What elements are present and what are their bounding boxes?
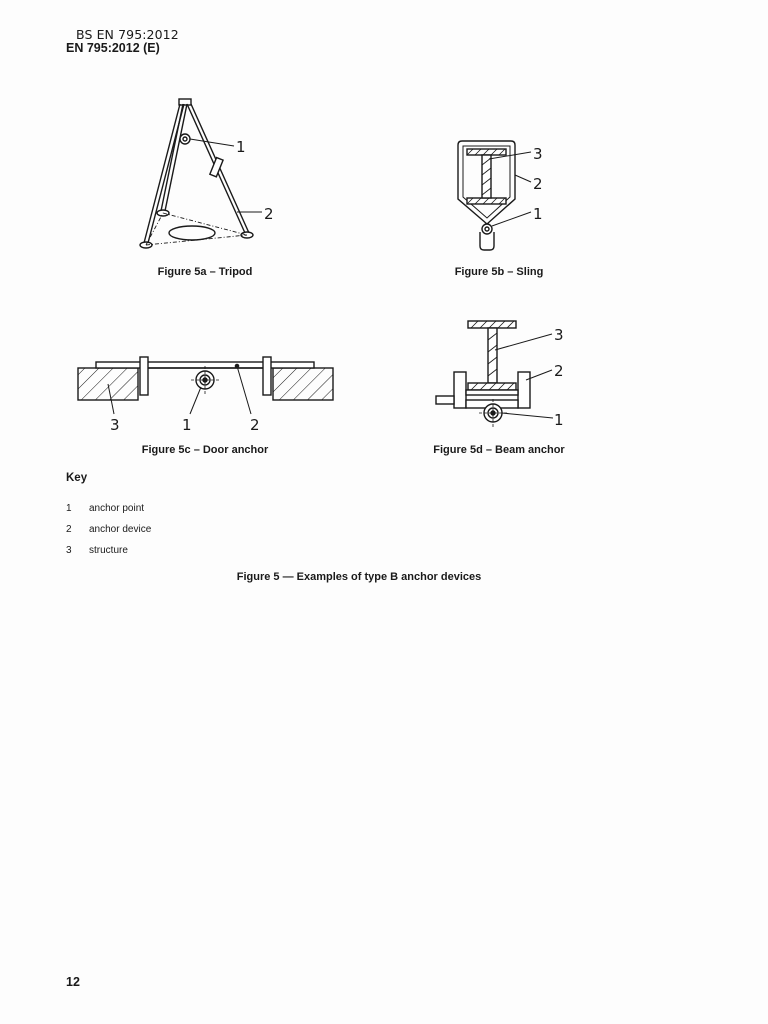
beam-label-3: 3 [554, 326, 564, 344]
key-text: structure [89, 545, 128, 556]
page-number: 12 [66, 975, 80, 989]
key-number: 3 [66, 545, 72, 556]
caption-tripod: Figure 5a – Tripod [157, 266, 253, 278]
beam-label-1: 1 [554, 411, 564, 429]
caption-door-anchor: Figure 5c – Door anchor [141, 444, 269, 456]
door-label-3: 3 [110, 416, 120, 434]
figure-main-caption: Figure 5 — Examples of type B anchor devices [236, 571, 482, 583]
beam-label-2: 2 [554, 362, 564, 380]
sling-label-2: 2 [533, 175, 543, 193]
door-label-1: 1 [182, 416, 192, 434]
standard-edition: EN 795:2012 (E) [66, 41, 160, 55]
figure-beam-anchor [0, 0, 768, 460]
tripod-label-1: 1 [236, 138, 246, 156]
key-title: Key [66, 472, 88, 484]
tripod-label-2: 2 [264, 205, 274, 223]
key-number: 1 [66, 503, 72, 514]
sling-label-1: 1 [533, 205, 543, 223]
key-text: anchor point [89, 503, 145, 514]
key-number: 2 [66, 524, 72, 535]
caption-sling: Figure 5b – Sling [454, 266, 544, 278]
standard-reference: BS EN 795:2012 [76, 27, 179, 42]
sling-label-3: 3 [533, 145, 543, 163]
key-text: anchor device [89, 524, 152, 535]
caption-beam-anchor: Figure 5d – Beam anchor [433, 444, 565, 456]
door-label-2: 2 [250, 416, 260, 434]
